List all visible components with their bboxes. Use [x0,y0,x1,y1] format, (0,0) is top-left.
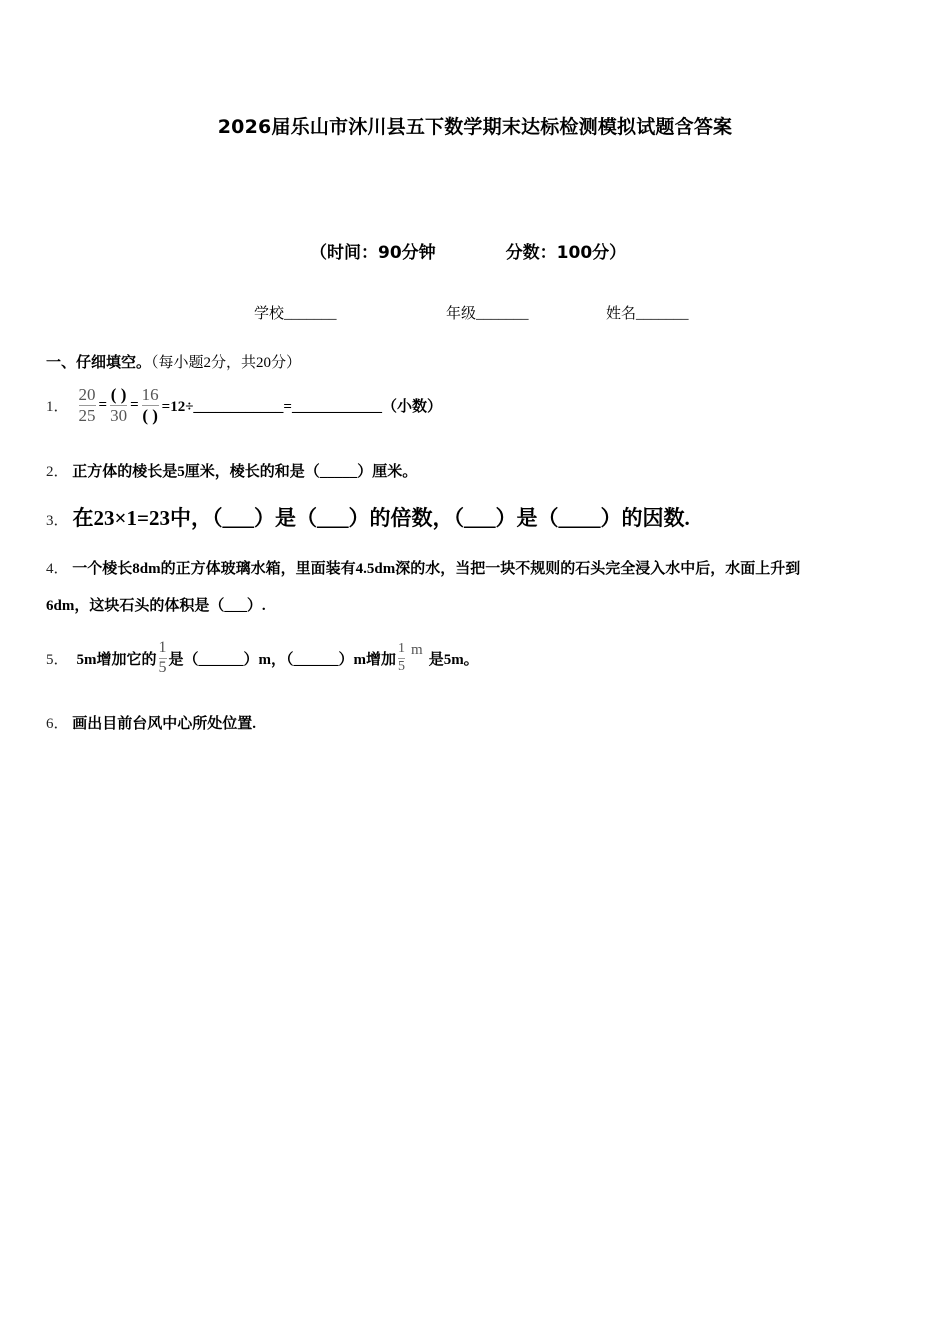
section-points: （每小题2分，共20分） [151,355,302,371]
fraction-numerator: 1 [158,638,167,656]
question-text: =12÷____________=____________（小数） [161,398,442,415]
question-text-part1: 5m增加它的 [76,651,157,668]
question-text-line1: 一个棱长8dm的正方体玻璃水箱，里面装有4.5dm深的水，当把一块不规则的石头完全浸入水中后，水面上升到 [72,561,801,577]
page-title: 2026届乐山市沐川县五下数学期末达标检测模拟试题含答案 [217,116,733,138]
equals-sign: = [98,396,108,413]
fraction-one-fifth [398,642,405,674]
fraction-numerator: 1 [398,640,406,656]
exam-score: 分数：100分） [505,243,627,263]
section-heading [46,351,301,372]
question-2 [46,460,417,481]
fraction-denominator: 5 [158,658,167,676]
question-number: 1． [46,398,69,415]
fraction-blank-30 [110,386,127,425]
question-text: 正方体的棱长是5厘米，棱长的和是（_____）厘米。 [72,464,418,480]
fraction-numerator: ( ) [110,384,127,404]
fraction-denominator: 25 [78,405,96,425]
fraction-numerator: 16 [141,384,159,404]
section-title: 一、仔细填空。 [46,355,152,371]
fraction-16-blank [142,386,159,425]
question-3 [46,502,690,532]
question-number: 4． [46,561,69,577]
question-text-part2: 是（______）m，（______）m增加 [168,651,397,668]
fraction-20-25 [79,386,96,425]
school-field: 学校_______ [254,306,337,322]
fraction-one-fifth [159,640,167,677]
fraction-denominator: 30 [110,405,128,425]
question-4-continued: 6dm，这块石头的体积是（___）. [46,598,266,614]
question-4 [46,557,800,578]
question-text: 在23×1=23中，（___）是（___）的倍数，（___）是（____）的因数. [72,506,690,530]
fraction-numerator: 20 [78,384,96,404]
question-text: 画出目前台风中心所处位置. [72,716,257,732]
question-6 [46,712,256,733]
question-5 [46,626,479,690]
name-field: 姓名_______ [606,306,689,322]
exam-info [310,238,626,263]
equals-sign: = [130,396,139,413]
fraction-denominator: 5 [398,658,406,674]
exam-time: （时间：90分钟 [310,243,436,263]
question-number: 5． [46,651,69,668]
question-text-part3: 是5m。 [428,651,479,668]
question-number: 6． [46,716,69,732]
grade-field: 年级_______ [446,306,529,322]
question-number: 2． [46,464,69,480]
fraction-denominator: ( ) [142,405,158,425]
question-number: 3． [46,513,69,529]
unit-label: m [411,641,423,658]
question-1 [46,376,442,434]
